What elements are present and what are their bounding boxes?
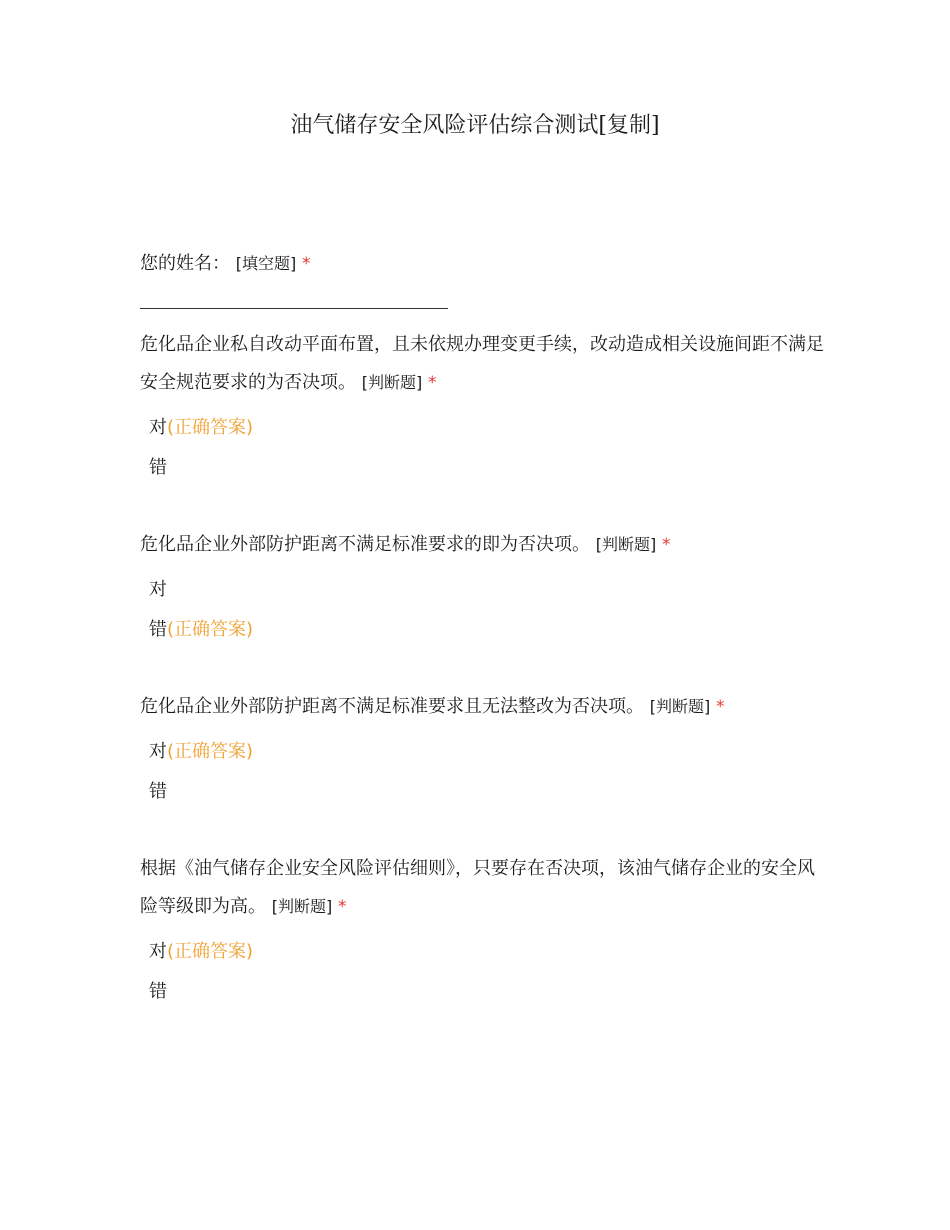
page-title: 油气储存安全风险评估综合测试[复制] <box>290 113 660 138</box>
option-label: 对 <box>149 417 167 438</box>
question-text: 根据《油气储存企业安全风险评估细则》，只要存在否决项，该油气储存企业的安全风险等级即为高。 <box>140 858 815 917</box>
correct-answer-tag: (正确答案) <box>167 741 254 762</box>
required-mark: * <box>427 373 437 393</box>
question-text: 您的姓名： <box>140 253 230 274</box>
question-text: 危化品企业外部防护距离不满足标准要求的即为否决项。 <box>140 534 590 555</box>
option-true[interactable] <box>149 939 253 965</box>
question-name <box>140 245 830 283</box>
question-type: [填空题] <box>235 254 297 273</box>
question-4 <box>140 688 830 726</box>
option-false[interactable] <box>149 979 167 1005</box>
question-5 <box>140 850 830 926</box>
option-false[interactable] <box>149 617 253 643</box>
question-3 <box>140 526 830 564</box>
option-label: 对 <box>149 579 167 600</box>
option-true[interactable] <box>149 415 253 441</box>
question-2 <box>140 326 830 402</box>
option-label: 错 <box>149 619 167 640</box>
question-type: [判断题] <box>361 373 423 392</box>
option-label: 错 <box>149 781 167 802</box>
required-mark: * <box>337 897 347 917</box>
option-false[interactable] <box>149 455 167 481</box>
option-label: 错 <box>149 457 167 478</box>
required-mark: * <box>301 254 311 274</box>
option-false[interactable] <box>149 779 167 805</box>
question-type: [判断题] <box>649 697 711 716</box>
required-mark: * <box>715 697 725 717</box>
name-input-line[interactable] <box>140 308 448 309</box>
correct-answer-tag: (正确答案) <box>167 941 254 962</box>
option-label: 对 <box>149 741 167 762</box>
option-true[interactable] <box>149 739 253 765</box>
correct-answer-tag: (正确答案) <box>167 417 254 438</box>
correct-answer-tag: (正确答案) <box>167 619 254 640</box>
option-label: 错 <box>149 981 167 1002</box>
question-text: 危化品企业私自改动平面布置，且未依规办理变更手续，改动造成相关设施间距不满足安全规范要求的为否决项。 <box>140 334 824 393</box>
option-label: 对 <box>149 941 167 962</box>
required-mark: * <box>661 535 671 555</box>
option-true[interactable] <box>149 577 167 603</box>
question-type: [判断题] <box>595 535 657 554</box>
question-text: 危化品企业外部防护距离不满足标准要求且无法整改为否决项。 <box>140 696 644 717</box>
question-type: [判断题] <box>271 897 333 916</box>
